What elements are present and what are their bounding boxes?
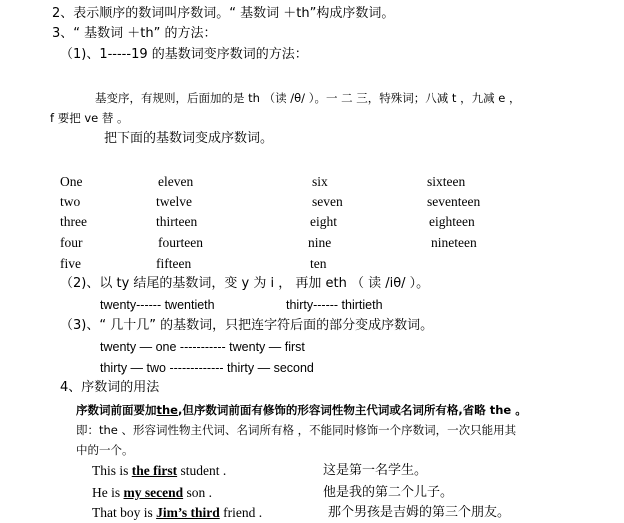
example-translation: 他是我的第二个儿子。 xyxy=(323,485,454,500)
example-text: This is xyxy=(92,463,132,478)
exercise-instruction: 把下面的基数词变成序数词。 xyxy=(104,131,274,146)
table-cell: seventeen xyxy=(427,194,481,209)
table-cell: eight xyxy=(310,214,337,229)
rule3-heading: （3)、“ 几十几” 的基数词，只把连字符后面的部分变成序数词。 xyxy=(60,318,434,333)
example-ordinal: my secend xyxy=(123,485,184,500)
table-cell: eleven xyxy=(158,174,194,189)
section4-title: 4、序数词的用法 xyxy=(60,380,160,395)
example-translation: 那个男孩是吉姆的第三个朋友。 xyxy=(328,505,511,520)
table-cell: fourteen xyxy=(158,235,203,250)
table-cell: two xyxy=(60,194,81,209)
table-cell: five xyxy=(60,256,81,271)
table-cell: six xyxy=(312,174,328,189)
table-cell: eighteen xyxy=(429,214,475,229)
example-text: He is xyxy=(92,485,124,500)
table-cell: sixteen xyxy=(427,174,466,189)
example-ordinal: the first xyxy=(131,463,178,478)
example-ordinal: Jim’s third xyxy=(156,505,220,520)
table-cell: four xyxy=(60,235,83,250)
line-ordinal-definition: 2、表示顺序的数词叫序数词。“ 基数词 ＋th”构成序数词。 xyxy=(52,6,395,21)
section4-the-underlined: the xyxy=(156,403,178,417)
table-cell: One xyxy=(60,174,83,189)
line-rule1-heading: （1)、1-----19 的基数词变序数词的方法： xyxy=(60,47,308,62)
rule3-example-thirty-two: thirty — two ------------- thirty — second xyxy=(100,361,314,375)
example-sentence xyxy=(92,485,212,501)
example-text: son . xyxy=(183,485,213,500)
table-cell: thirteen xyxy=(156,214,198,229)
table-cell: nineteen xyxy=(431,235,477,250)
example-text: student . xyxy=(177,463,227,478)
example-text: That boy is xyxy=(92,505,157,520)
example-sentence xyxy=(92,463,226,479)
rule-rhyme-line2: f 要把 ve 替 。 xyxy=(50,111,129,125)
rule3-example-twenty-one: twenty — one ----------- twenty — first xyxy=(100,340,305,354)
table-cell: twelve xyxy=(156,194,192,209)
rule2-example-twenty: twenty------ twentieth xyxy=(100,298,215,312)
line-method-heading: 3、“ 基数词 ＋th” 的方法： xyxy=(52,26,217,41)
example-translation: 这是第一名学生。 xyxy=(323,463,428,478)
rule2-example-thirty: thirty------ thirtieth xyxy=(286,298,383,312)
section4-text: 序数词前面要加 xyxy=(76,403,157,417)
section4-paragraph-line2: 即：the 、形容词性物主代词、名词所有格 ，不能同时修饰一个序数词，一次只能用其 xyxy=(76,423,517,437)
table-cell: three xyxy=(60,214,87,229)
example-sentence xyxy=(92,505,262,521)
table-cell: nine xyxy=(308,235,332,250)
section4-text: ,但序数词前面有修饰的形容词性物主代词或名词所有格,省略 the 。 xyxy=(177,403,527,417)
example-text: friend . xyxy=(219,505,263,520)
table-cell: seven xyxy=(312,194,343,209)
section4-paragraph-line3: 中的一个。 xyxy=(76,443,134,457)
table-cell: ten xyxy=(310,256,327,271)
table-cell: fifteen xyxy=(156,256,192,271)
rule2-heading: （2)、以 ty 结尾的基数词，变 y 为 i ， 再加 eth （ 读 /iθ/ ）。 xyxy=(60,276,430,291)
section4-paragraph-line1 xyxy=(76,402,527,418)
rule-rhyme-line1: 基变序，有规则，后面加的是 th （读 /θ/ ）。一 二 三，特殊词；八减 t ，九减 e ， xyxy=(95,91,521,105)
